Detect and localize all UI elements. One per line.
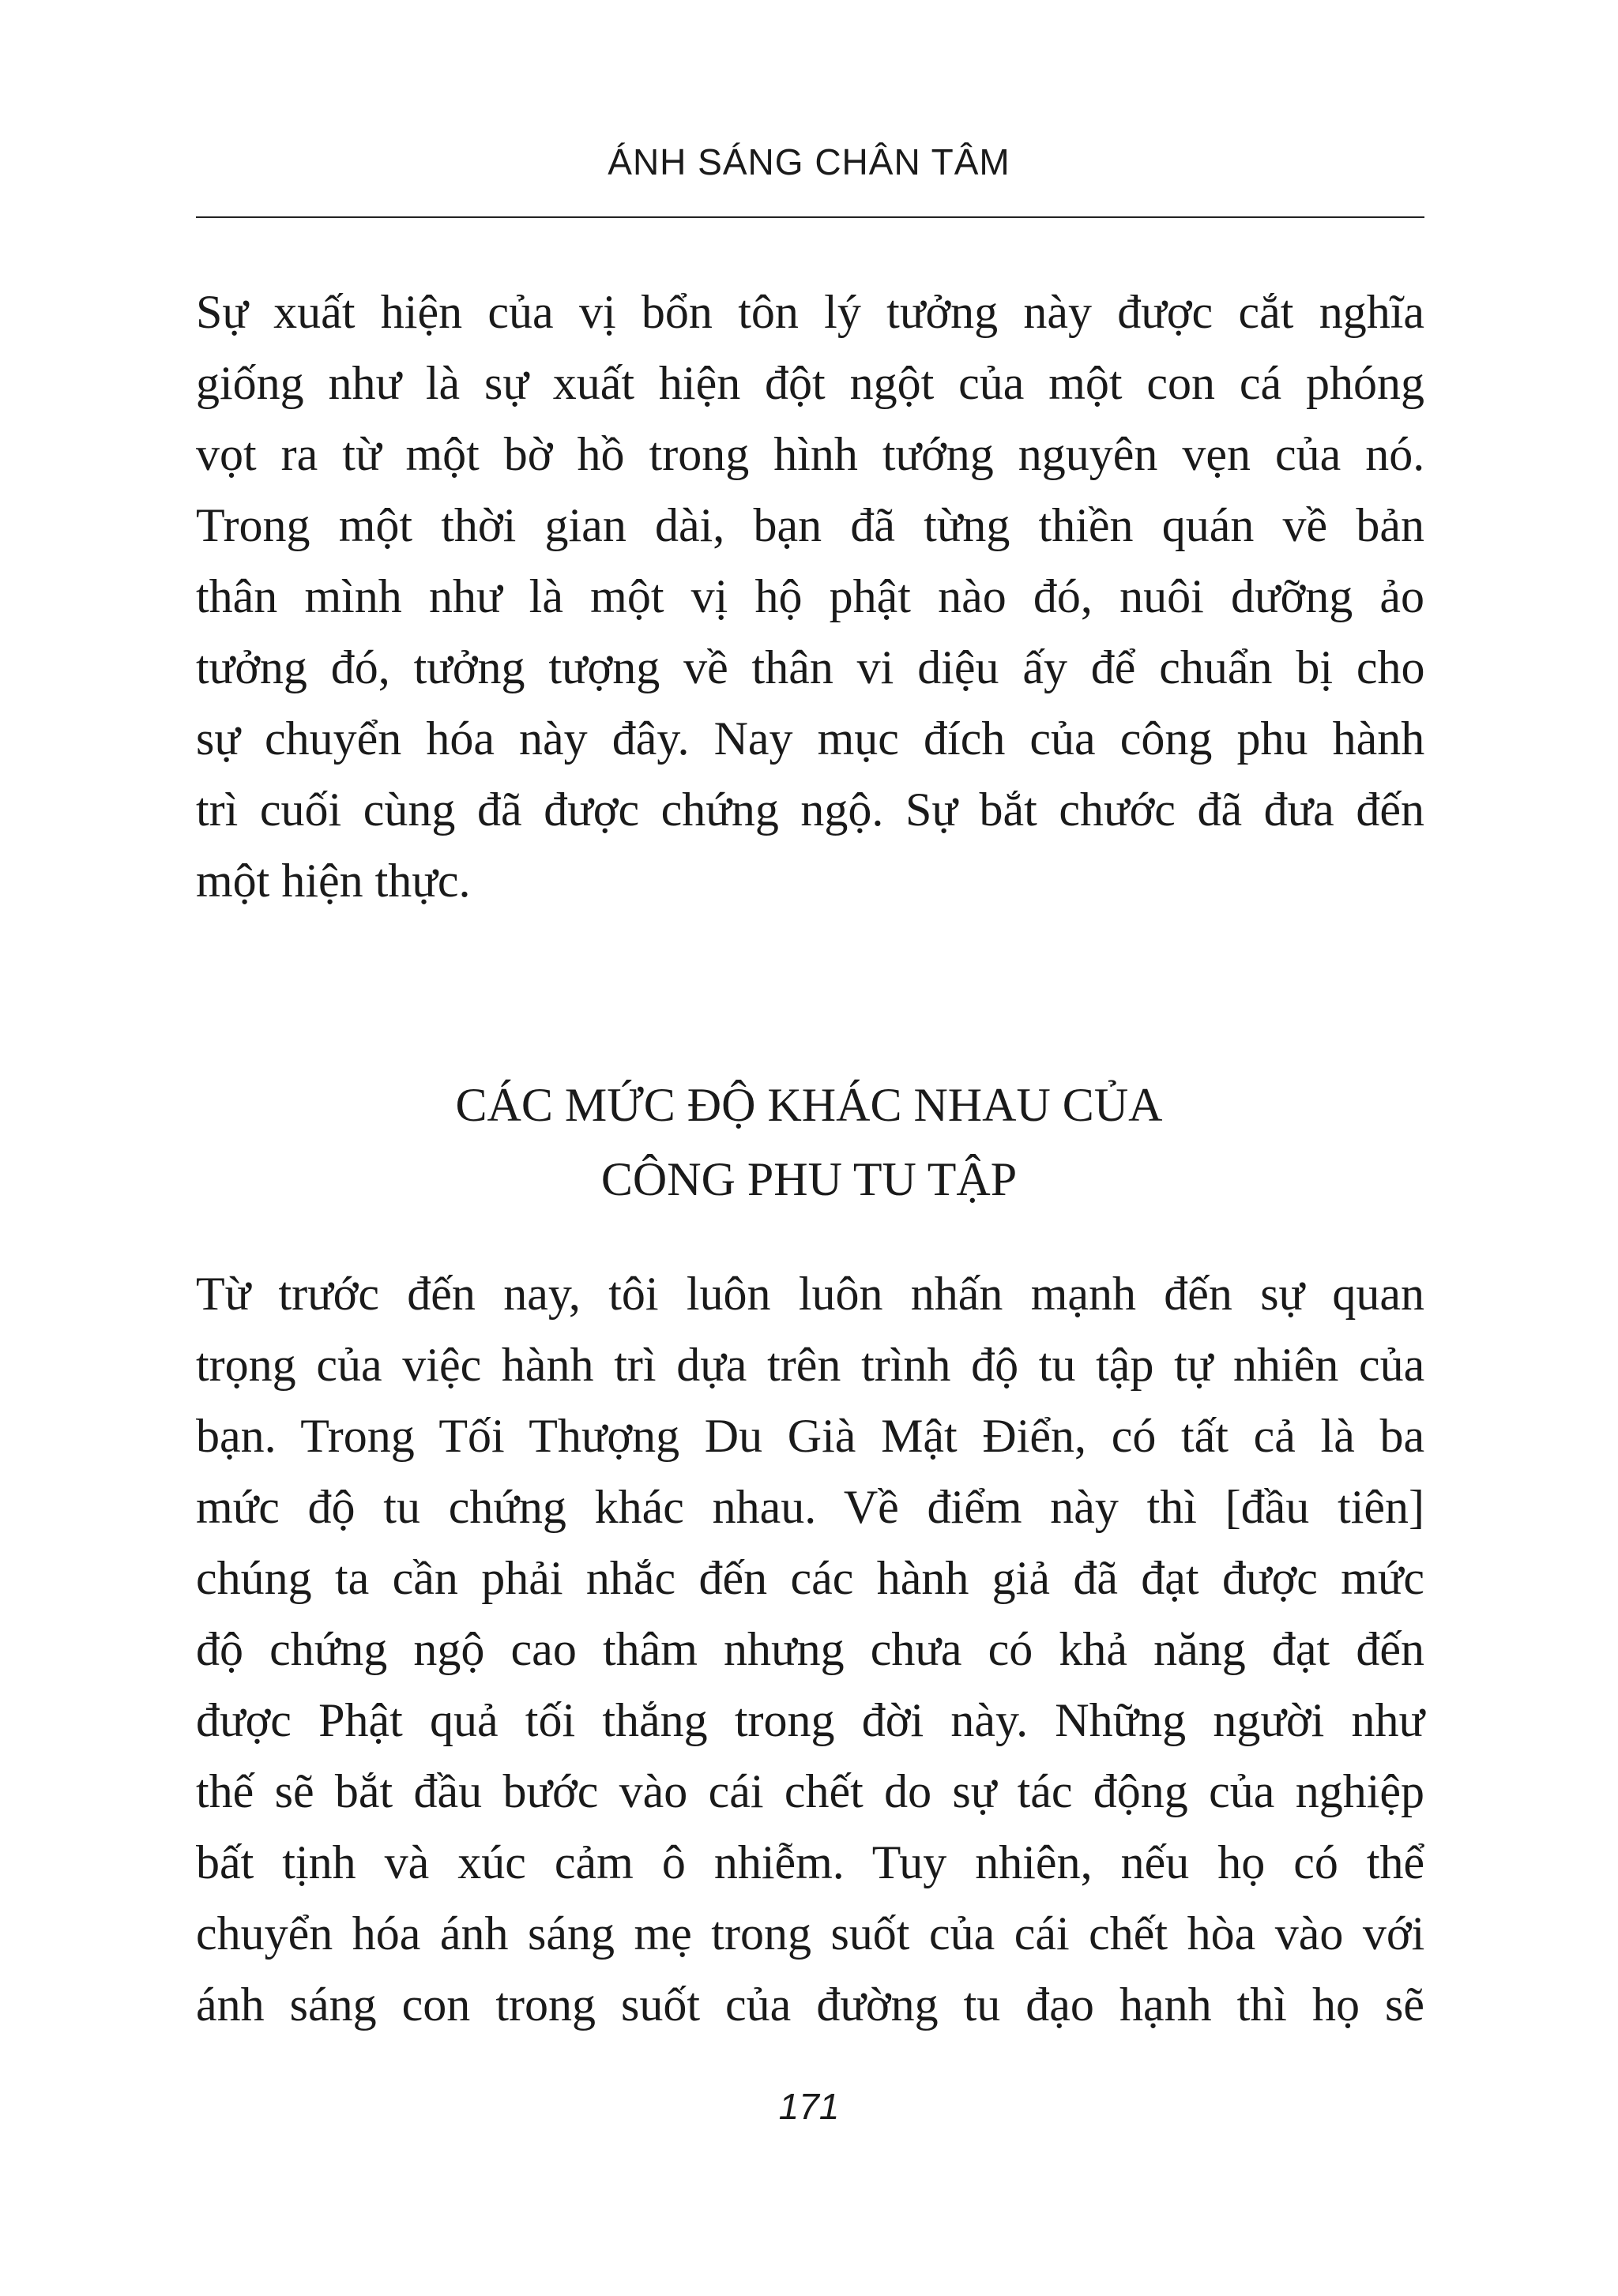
header-divider <box>196 216 1424 218</box>
paragraph-2 <box>196 1258 1424 2040</box>
text-line: bạn. Trong Tối Thượng Du Già Mật Điển, có tất cả là ba <box>196 1410 1425 1462</box>
text-line: trọng của việc hành trì dựa trên trình độ tu tập tự nhiên của <box>196 1339 1425 1391</box>
text-line: Từ trước đến nay, tôi luôn luôn nhấn mạnh đến sự quan <box>196 1268 1424 1320</box>
section-title-line-1: CÁC MỨC ĐỘ KHÁC NHAU CỦA <box>455 1079 1163 1131</box>
text-line: giống như là sự xuất hiện đột ngột của một con cá phóng <box>196 357 1424 409</box>
text-line: một hiện thực. <box>196 855 471 907</box>
page-number: 171 <box>778 2086 840 2127</box>
text-line: vọt ra từ một bờ hồ trong hình tướng nguyên vẹn của nó. <box>196 428 1425 480</box>
text-line: thân mình như là một vị hộ phật nào đó, nuôi dưỡng ảo <box>196 570 1424 622</box>
text-line: Trong một thời gian dài, bạn đã từng thiền quán về bản <box>196 499 1424 551</box>
section-title-line-2: CÔNG PHU TU TẬP <box>600 1153 1018 1205</box>
text-line: trì cuối cùng đã được chứng ngộ. Sự bắt chước đã đưa đến <box>196 783 1425 836</box>
text-line: Sự xuất hiện của vị bổn tôn lý tưởng này được cắt nghĩa <box>196 286 1424 338</box>
text-line: thế sẽ bắt đầu bước vào cái chết do sự tác động của nghiệp <box>196 1765 1424 1817</box>
text-line: sự chuyển hóa này đây. Nay mục đích của công phu hành <box>196 712 1425 765</box>
text-line: độ chứng ngộ cao thâm nhưng chưa có khả năng đạt đến <box>196 1623 1424 1675</box>
text-line: được Phật quả tối thắng trong đời này. Những người như <box>196 1694 1424 1746</box>
text-line: tưởng đó, tưởng tượng về thân vi diệu ấy để chuẩn bị cho <box>196 641 1425 693</box>
text-line: mức độ tu chứng khác nhau. Về điểm này thì [đầu tiên] <box>196 1481 1424 1533</box>
text-line: chúng ta cần phải nhắc đến các hành giả đã đạt được mức <box>196 1552 1424 1604</box>
text-line: bất tịnh và xúc cảm ô nhiễm. Tuy nhiên, nếu họ có thể <box>196 1836 1425 1888</box>
section-title <box>0 1068 1618 1216</box>
text-line: ánh sáng con trong suốt của đường tu đạo hạnh thì họ sẽ <box>196 1978 1424 2031</box>
running-header: ÁNH SÁNG CHÂN TÂM <box>608 141 1010 182</box>
paragraph-1 <box>196 276 1424 916</box>
text-line: chuyển hóa ánh sáng mẹ trong suốt của cái chết hòa vào với <box>196 1907 1425 1960</box>
